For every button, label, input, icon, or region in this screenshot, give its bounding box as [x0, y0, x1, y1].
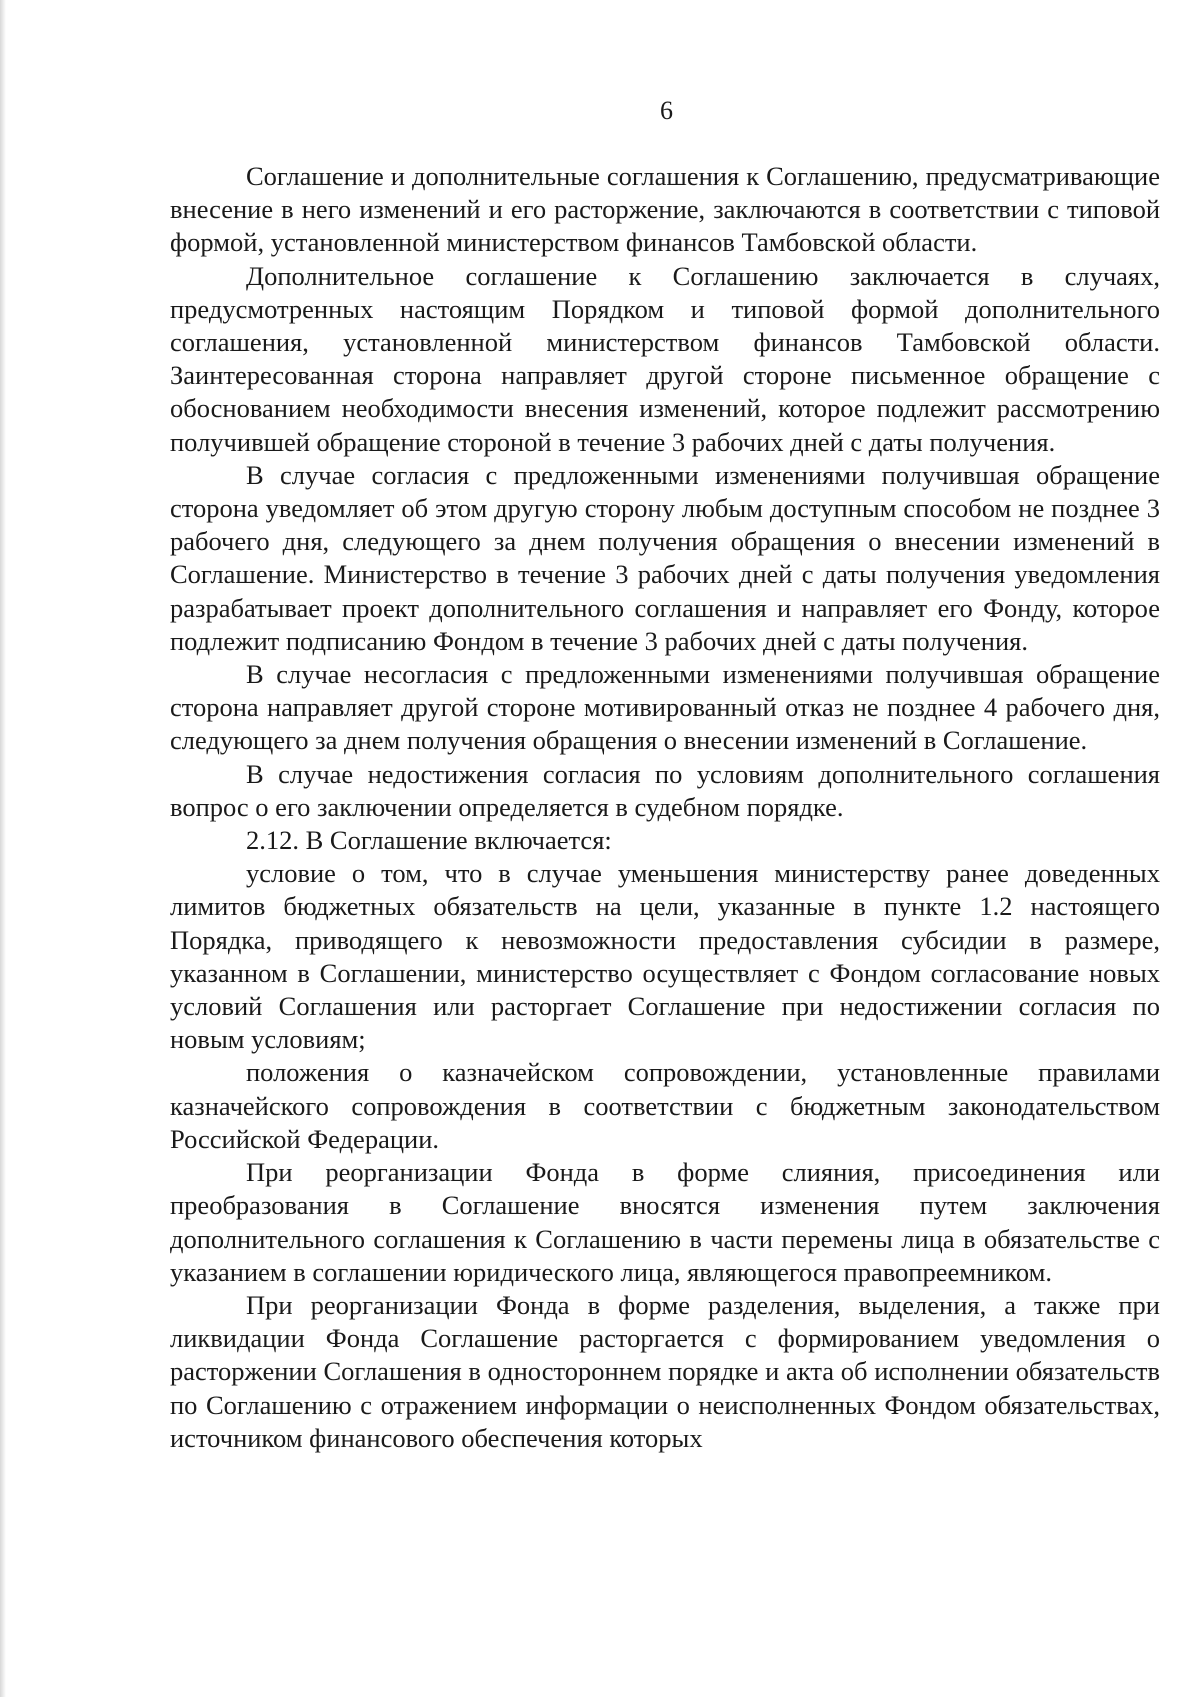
paragraph-consent-case: В случае согласия с предложенными изменениями получившая обращение сторона уведомляет об этом другую сторону любым доступным способом не позднее 3 рабочего дня, следующего за днем получения обращения о внесении изменений в Соглашение. Министерство в течение 3 рабочих дней с даты получения уведомления разрабатывает проект дополнительного соглашения и направляет его Фонду, которое подлежит подписанию Фондом в течение 3 рабочих дней с даты получения.: [170, 459, 1160, 656]
paragraph-treasury-support: положения о казначейском сопровождении, установленные правилами казначейского сопровождения в соответствии с бюджетным законодательством Российской Федерации.: [170, 1057, 1160, 1154]
paragraph-no-consensus: В случае недостижения согласия по условиям дополнительного соглашения вопрос о его заключении определяется в судебном порядке.: [170, 758, 1160, 822]
scan-edge-shadow: [0, 0, 6, 1697]
page-number: 6: [660, 96, 673, 125]
document-body: [170, 160, 1160, 1455]
paragraph-additional-agreement: Дополнительное соглашение к Соглашению заключается в случаях, предусмотренных настоящим Порядком и типовой формой дополнительного соглашения, установленной министерством финансов Тамбовской области. Заинтересованная сторона направляет другой стороне письменное обращение с обоснованием необходимости внесения изменений, которое подлежит рассмотрению получившей обращение стороной в течение 3 рабочих дней с даты получения.: [170, 260, 1160, 457]
paragraph-section-2-12: 2.12. В Соглашение включается:: [246, 825, 612, 856]
paragraph-disagreement-case: В случае несогласия с предложенными изменениями получившая обращение сторона направляет другой стороне мотивированный отказ не позднее 4 рабочего дня, следующего за днем получения обращения о внесении изменений в Соглашение.: [170, 659, 1160, 756]
paragraph-limits-condition: условие о том, что в случае уменьшения министерству ранее доведенных лимитов бюджетных обязательств на цели, указанные в пункте 1.2 настоящего Порядка, приводящего к невозможности предоставления субсидии в размере, указанном в Соглашении, министерство осуществляет с Фондом согласование новых условий Соглашения или расторгает Соглашение при недостижении согласия по новым условиям;: [170, 858, 1160, 1055]
paragraph-agreement-form: Соглашение и дополнительные соглашения к Соглашению, предусматривающие внесение в него изменений и его расторжение, заключаются в соответствии с типовой формой, установленной министерством финансов Тамбовской области.: [170, 161, 1160, 258]
paragraph-reorganization-merger: При реорганизации Фонда в форме слияния, присоединения или преобразования в Соглашение вносятся изменения путем заключения дополнительного соглашения к Соглашению в части перемены лица в обязательстве с указанием в соглашении юридического лица, являющегося правопреемником.: [170, 1157, 1160, 1287]
paragraph-reorganization-division: При реорганизации Фонда в форме разделения, выделения, а также при ликвидации Фонда Соглашение расторгается с формированием уведомления о расторжении Соглашения в одностороннем порядке и акта об исполнении обязательств по Соглашению с отражением информации о неисполненных Фондом обязательствах, источником финансового обеспечения которых: [170, 1289, 1160, 1453]
